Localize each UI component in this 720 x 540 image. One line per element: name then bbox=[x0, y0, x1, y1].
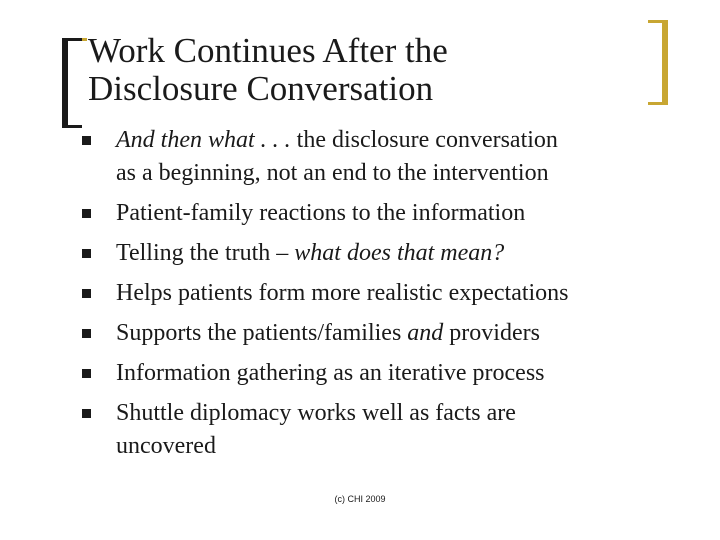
square-bullet-icon bbox=[82, 329, 91, 338]
square-bullet-icon bbox=[82, 249, 91, 258]
bullet-continuation-text: uncovered bbox=[116, 433, 216, 459]
bullet-text: Shuttle diplomacy works well as facts are bbox=[116, 400, 516, 426]
left-bracket bbox=[62, 38, 82, 128]
list-item bbox=[80, 317, 680, 350]
list-item bbox=[80, 357, 680, 390]
square-bullet-icon bbox=[82, 369, 91, 378]
list-item bbox=[80, 124, 680, 190]
list-item bbox=[80, 397, 680, 463]
square-bullet-icon bbox=[82, 209, 91, 218]
square-bullet-icon bbox=[82, 289, 91, 298]
bullet-plain-text-after: providers bbox=[443, 320, 540, 346]
bullet-text bbox=[116, 317, 680, 350]
slide-title-line-1: Work Continues After the bbox=[88, 31, 448, 70]
right-bracket bbox=[648, 20, 668, 105]
left-bracket-accent bbox=[82, 38, 87, 60]
bullet-text: Helps patients form more realistic expectations bbox=[116, 280, 569, 306]
square-bullet-icon bbox=[82, 136, 91, 145]
bullet-italic-text: what does that mean? bbox=[294, 240, 505, 266]
bullet-italic-text: and bbox=[407, 320, 444, 346]
list-item bbox=[80, 197, 680, 230]
bullet-text bbox=[116, 237, 680, 270]
square-bullet-icon bbox=[82, 409, 91, 418]
bullet-italic-text: And then what . . . bbox=[116, 127, 297, 153]
bullet-plain-text: Supports the patients/families bbox=[116, 320, 408, 346]
slide-title-line-2: Disclosure Conversation bbox=[88, 69, 434, 108]
bullet-continuation-text: as a beginning, not an end to the intervention bbox=[116, 160, 549, 186]
bullet-plain-text: Telling the truth – bbox=[116, 240, 295, 266]
list-item bbox=[80, 237, 680, 270]
list-item bbox=[80, 277, 680, 310]
bullet-text bbox=[116, 124, 680, 157]
footer-copyright: (c) CHI 2009 bbox=[334, 494, 386, 504]
bullet-list bbox=[80, 124, 680, 470]
bullet-text: Information gathering as an iterative process bbox=[116, 360, 545, 386]
bullet-plain-text: the disclosure conversation bbox=[296, 127, 558, 153]
slide-title bbox=[88, 32, 628, 108]
bullet-text: Patient-family reactions to the information bbox=[116, 200, 526, 226]
